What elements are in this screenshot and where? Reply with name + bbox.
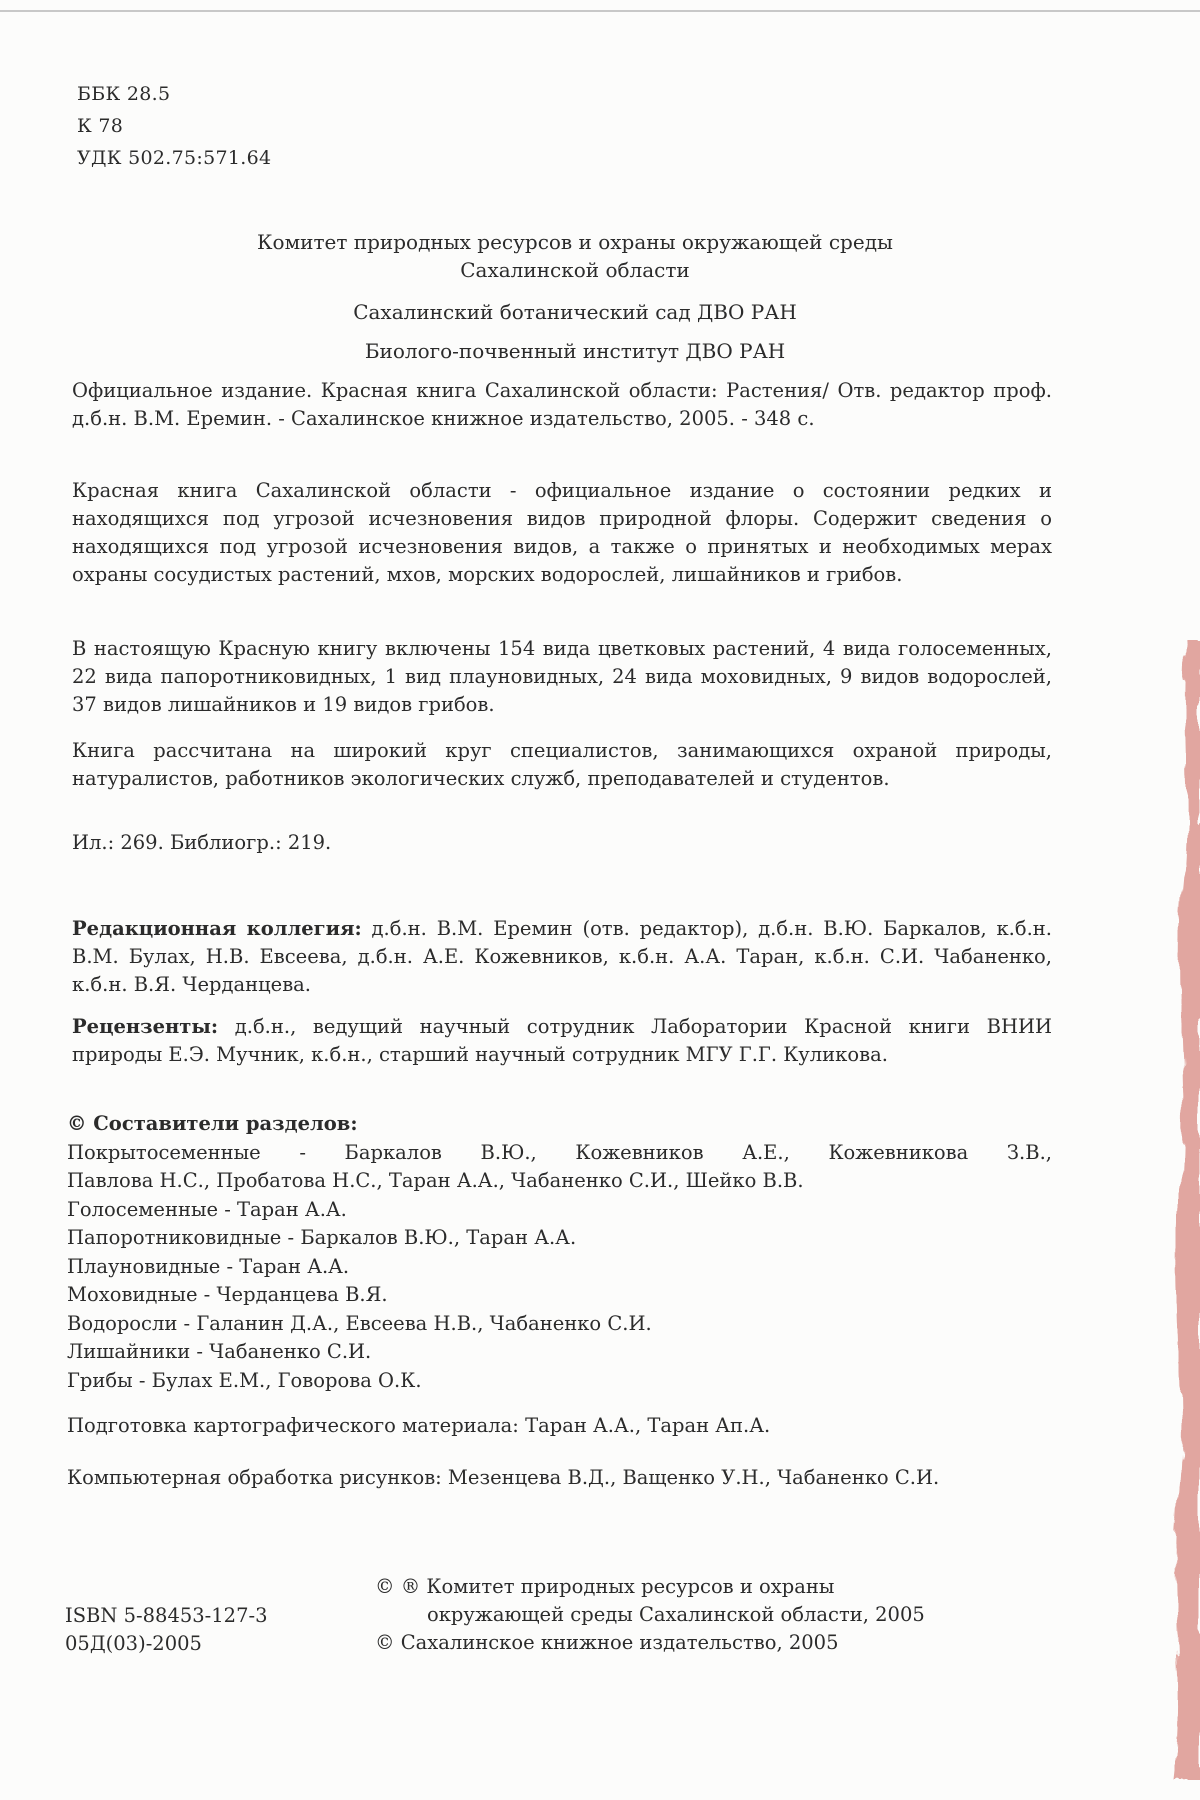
- compilers-ferns: Папоротниковидные - Баркалов В.Ю., Таран А.А.: [67, 1226, 577, 1249]
- compilers-lycophytes: Плауновидные - Таран А.А.: [67, 1254, 350, 1278]
- editorial-board-label: Редакционная коллегия:: [72, 917, 362, 940]
- compilers-angiosperms-line-2: Павлова Н.С., Пробатова Н.С., Таран А.А., Чабаненко С.И., Шейко В.В.: [67, 1169, 804, 1192]
- reviewers-text: д.б.н., ведущий научный сотрудник Лаборатории Красной книги ВНИИ природы Е.Э. Мучник, к.б.н., старший научный сотрудник МГУ Г.Г. Куликова.: [72, 1015, 1052, 1066]
- udk-code: УДК 502.75:571.64: [77, 147, 272, 169]
- compilers-fungi: Грибы - Булах Е.М., Говорова О.К.: [67, 1368, 422, 1392]
- copyright-block: [375, 1573, 925, 1657]
- compilers-angiosperms-line-1: Покрытосеменные - Баркалов В.Ю., Кожевников А.Е., Кожевникова З.В.,: [67, 1140, 1052, 1164]
- description-paragraph: Красная книга Сахалинской области - официальное издание о состоянии редких и находящихся под угрозой исчезновения видов природной флоры. Содержит сведения о находящихся под угрозой исчезновения видов, а также о принятых и необходимых мерах охраны сосудистых растений, мхов, морских водорослей, лишайников и грибов.: [72, 479, 1052, 586]
- audience-paragraph: Книга рассчитана на широкий круг специалистов, занимающихся охраной природы, натуралистов, работников экологических служб, преподавателей и студентов.: [72, 739, 1052, 790]
- stain-shape: [1174, 640, 1200, 1780]
- isbn-number: ISBN 5-88453-127-3: [65, 1604, 268, 1627]
- cartography-credit: Подготовка картографического материала: Таран А.А., Таран Ап.А.: [67, 1414, 771, 1437]
- computer-processing-credit: Компьютерная обработка рисунков: Мезенцева В.Д., Ващенко У.Н., Чабаненко С.И.: [67, 1466, 940, 1489]
- author-mark: К 78: [77, 115, 124, 137]
- compilers-algae: Водоросли - Галанин Д.А., Евсеева Н.В., Чабаненко С.И.: [67, 1311, 652, 1335]
- botanical-garden-name: Сахалинский ботанический сад ДВО РАН: [353, 300, 797, 324]
- compilers-gymnosperms: Голосеменные - Таран А.А.: [67, 1197, 347, 1221]
- compilers-heading: © Составители разделов:: [67, 1112, 358, 1135]
- official-edition-paragraph: Официальное издание. Красная книга Сахалинской области: Растения/ Отв. редактор проф. д.б.н. В.М. Еремин. - Сахалинское книжное издательство, 2005. - 348 с.: [72, 379, 1052, 430]
- section-compilers: [67, 1110, 1052, 1395]
- included-species-paragraph: В настоящую Красную книгу включены 154 вида цветковых растений, 4 вида голосеменных, 22 вида папоротниковидных, 1 вид плауновидных, 24 вида моховидных, 9 видов водорослей, 37 видов лишайников и 19 видов грибов.: [72, 637, 1052, 716]
- compilers-lichens: Лишайники - Чабаненко С.И.: [67, 1340, 372, 1363]
- copyright-line-3: © Сахалинское книжное издательство, 2005: [375, 1631, 839, 1654]
- committee-line-2: Сахалинской области: [460, 258, 690, 282]
- compilers-mosses: Моховидные - Черданцева В.Я.: [67, 1283, 388, 1306]
- institute-name: Биолого-почвенный институт ДВО РАН: [364, 339, 786, 363]
- editorial-board-paragraph: [72, 915, 1052, 999]
- editorial-board-text: д.б.н. В.М. Еремин (отв. редактор), д.б.н. В.Ю. Баркалов, к.б.н. В.М. Булах, Н.В. Евсеева, д.б.н. А.Е. Кожевников, к.б.н. А.А. Таран, к.б.н. С.И. Чабаненко, к.б.н. В.Я. Черданцева.: [72, 917, 1053, 996]
- bbk-code: ББК 28.5: [77, 83, 171, 105]
- reviewers-label: Рецензенты:: [72, 1015, 219, 1038]
- copyright-line-2: окружающей среды Сахалинской области, 2005: [427, 1603, 925, 1626]
- top-edge-line: [0, 10, 1200, 12]
- publication-code: 05Д(03)-2005: [65, 1632, 202, 1655]
- page-edge-stain: [1160, 640, 1200, 1780]
- committee-line-1: Комитет природных ресурсов и охраны окружающей среды: [257, 230, 893, 254]
- committee-name: [140, 228, 1010, 284]
- isbn-block: [65, 1602, 267, 1658]
- copyright-line-1: © ® Комитет природных ресурсов и охраны: [375, 1575, 835, 1598]
- illustrations-line: Ил.: 269. Библиогр.: 219.: [72, 831, 332, 854]
- classification-codes: [77, 78, 271, 174]
- reviewers-paragraph: [72, 1013, 1052, 1069]
